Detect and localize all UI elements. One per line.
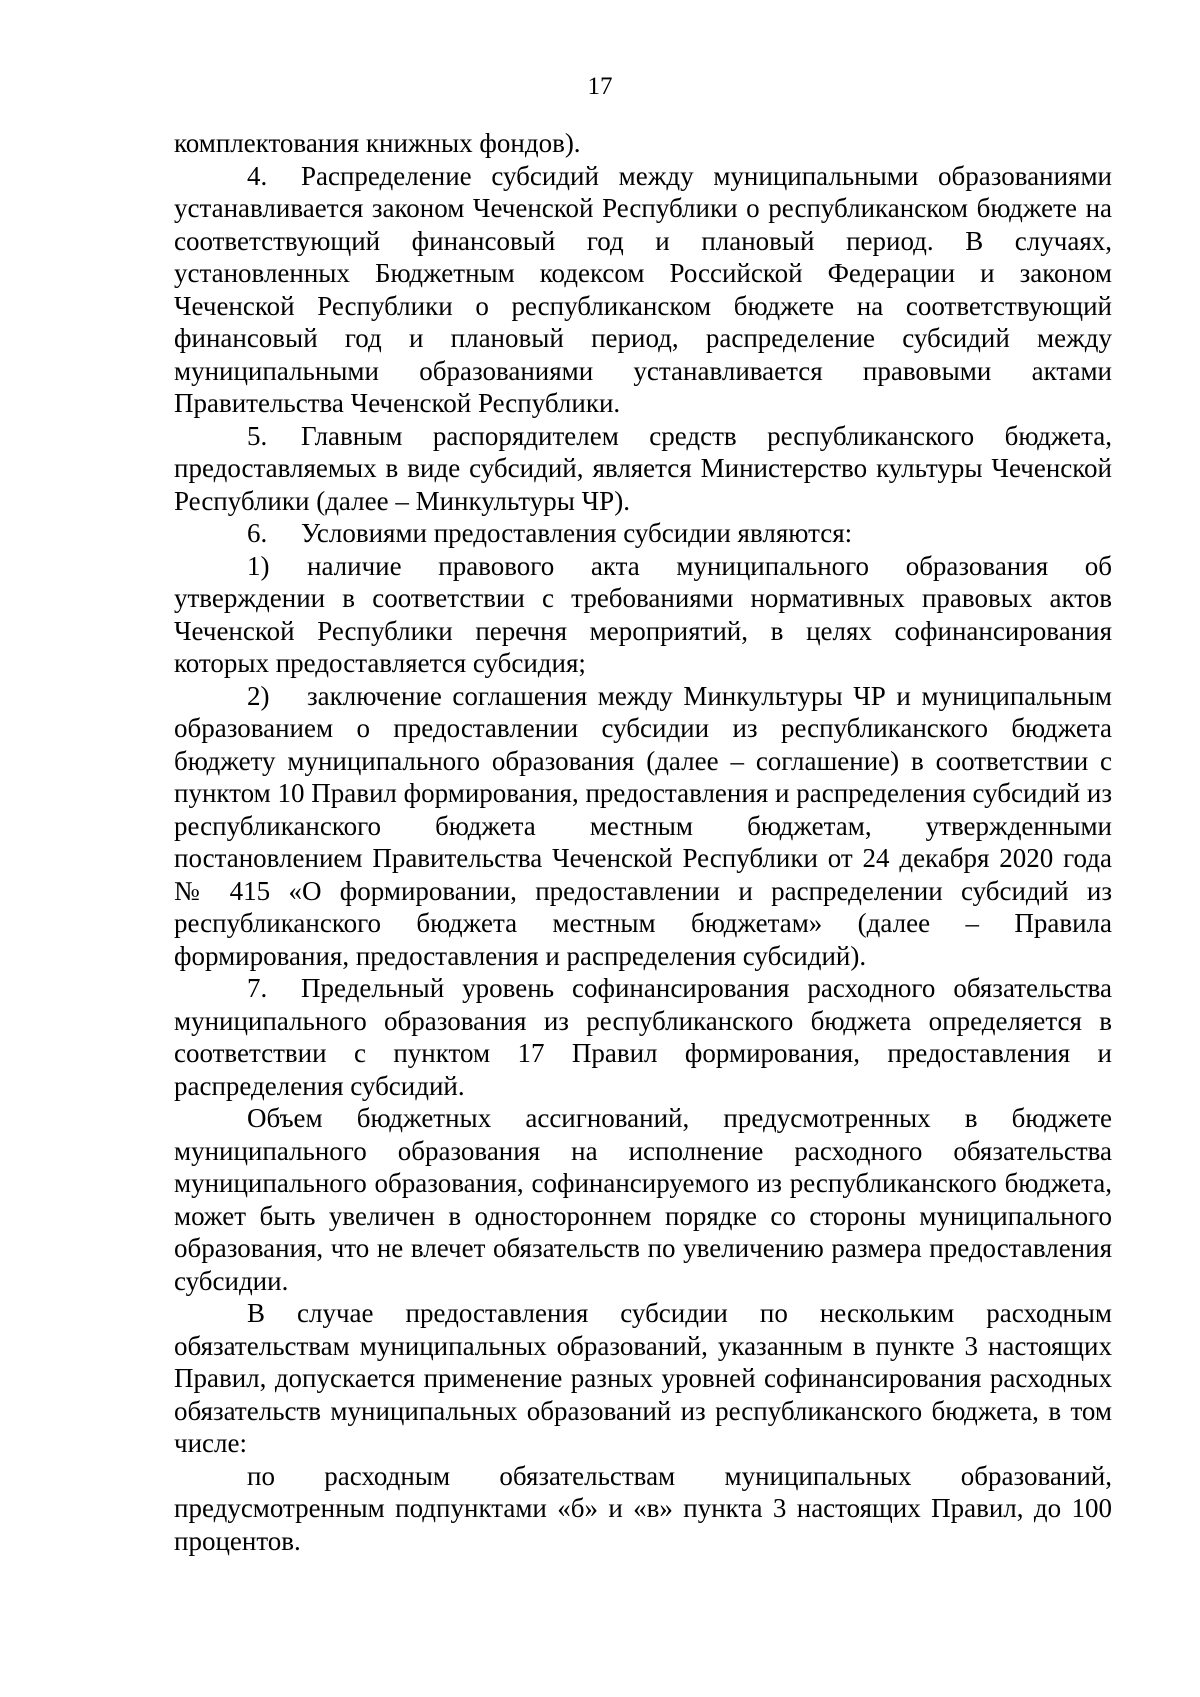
paragraph-item-5 (174, 420, 1112, 518)
item-number: 2) (247, 680, 270, 711)
paragraph-budget-volume (174, 1102, 1112, 1297)
paragraph-continuation (174, 127, 1112, 160)
paragraph-text: Предельный уровень софинансирования расходного обязательства муниципального образования из республиканского бюджета определяется в соответствии с пунктом 17 Правил формирования, предоставления и распределения субсидий. (174, 973, 1112, 1101)
paragraph-cofinancing-limit (174, 1460, 1112, 1558)
paragraph-text: по расходным обязательствам муниципальных образований, предусмотренным подпунктами «б» и «в» пункта 3 настоящих Правил, до 100 процентов. (174, 1460, 1112, 1556)
paragraph-item-6 (174, 517, 1112, 550)
paragraph-subitem-1 (174, 550, 1112, 680)
paragraph-subitem-2 (174, 680, 1112, 973)
item-number: 1) (247, 550, 270, 581)
paragraph-text: заключение соглашения между Минкультуры ЧР и муниципальным образованием о предоставлении субсидии из республиканского бюджета бюджету муниципального образования (далее – соглашение) в соответствии с пунктом 10 Правил формирования, предоставления и распределения субсидий из республиканского бюджета местным бюджетам, утвержденными постановлением Правительства Чеченской Республики от 24 декабря 2020 года № 415 «О формировании, предоставлении и распределении субсидий из республиканского бюджета местным бюджетам» (далее – Правила формирования, предоставления и распределения субсидий). (174, 680, 1112, 971)
page-number: 17 (587, 73, 613, 100)
item-number: 4. (247, 160, 268, 191)
paragraph-text: В случае предоставления субсидии по нескольким расходным обязательствам муниципальных образований, указанным в пункте 3 настоящих Правил, допускается применение разных уровней софинансирования расходных обязательств муниципальных образований из республиканского бюджета, в том числе: (174, 1298, 1112, 1458)
paragraph-item-7 (174, 972, 1112, 1102)
paragraph-text: Объем бюджетных ассигнований, предусмотренных в бюджете муниципального образования на исполнение расходного обязательства муниципального образования, софинансируемого из республиканского бюджета, может быть увеличен в одностороннем порядке со стороны муниципального образования, что не влечет обязательств по увеличению размера предоставления субсидии. (174, 1103, 1112, 1296)
paragraph-multiple-obligations (174, 1297, 1112, 1460)
paragraph-text: Распределение субсидий между муниципальными образованиями устанавливается законом Чеченской Республики о республиканском бюджете на соответствующий финансовый год и плановый период. В случаях, установленных Бюджетным кодексом Российской Федерации и законом Чеченской Республики о республиканском бюджете на соответствующий финансовый год и плановый период, распределение субсидий между муниципальными образованиями устанавливается правовыми актами Правительства Чеченской Республики. (174, 160, 1112, 418)
item-number: 5. (247, 420, 268, 451)
item-number: 7. (247, 973, 268, 1003)
item-number: 6. (247, 518, 268, 548)
paragraph-text: Главным распорядителем средств республиканского бюджета, предоставляемых в виде субсидий, является Министерство культуры Чеченской Республики (далее – Минкультуры ЧР). (174, 420, 1112, 516)
document-body (174, 127, 1112, 1557)
paragraph-text: комплектования книжных фондов). (174, 128, 581, 158)
paragraph-item-4 (174, 160, 1112, 420)
paragraph-text: наличие правового акта муниципального образования об утверждении в соответствии с требованиями нормативных правовых актов Чеченской Республики перечня мероприятий, в целях софинансирования которых предоставляется субсидия; (174, 550, 1112, 678)
paragraph-text: Условиями предоставления субсидии являются: (301, 518, 853, 548)
